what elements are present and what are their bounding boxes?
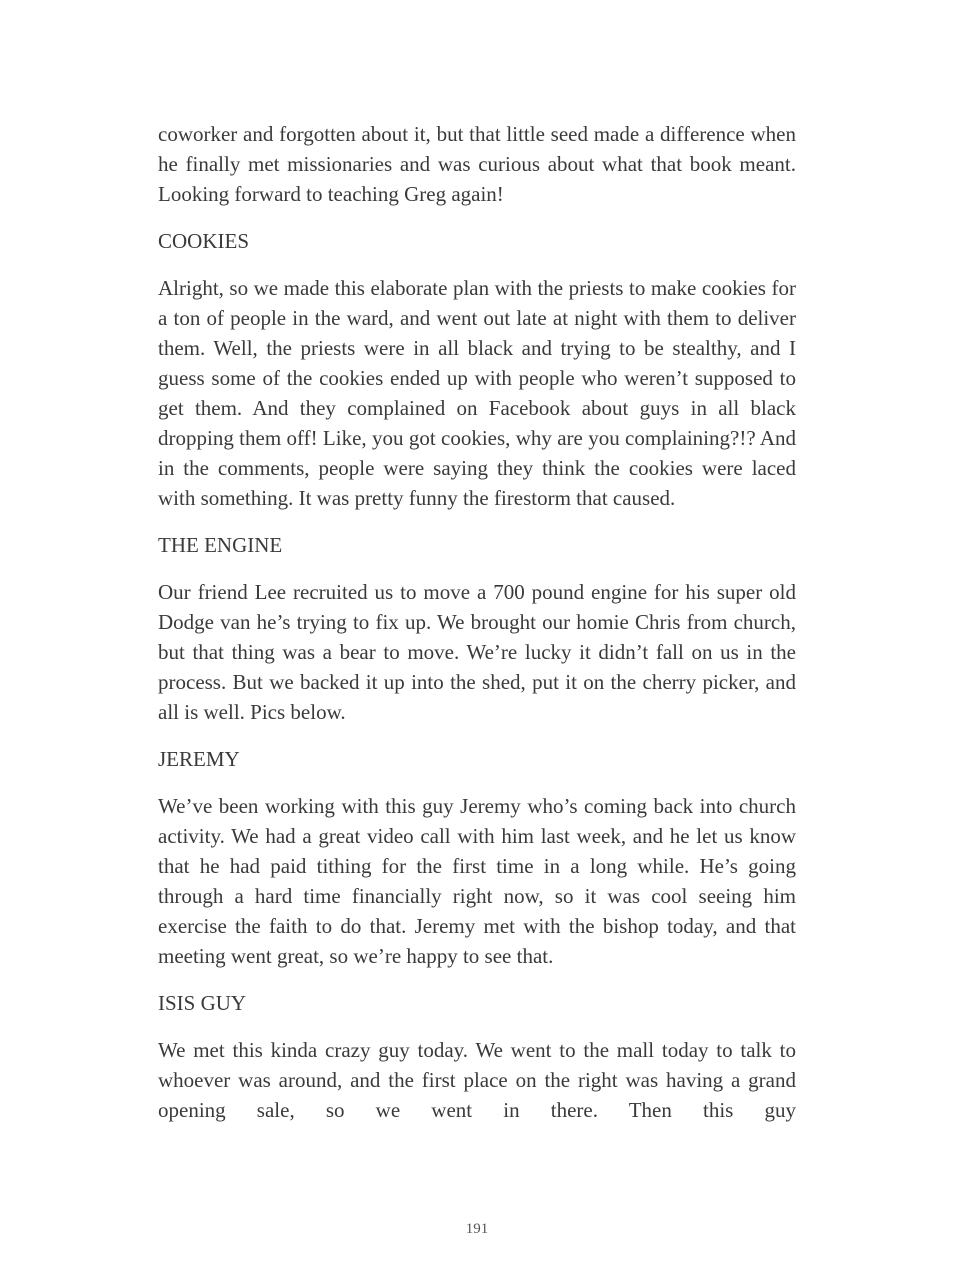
- page-number: 191: [465, 1221, 489, 1237]
- section-paragraph-isis-guy: We met this kinda crazy guy today. We went to the mall today to talk to whoever was around, and the first place on the right was having a grand opening sale, so we went in there. Then this guy: [158, 1038, 796, 1122]
- section-heading-cookies: COOKIES: [158, 229, 250, 253]
- intro-paragraph: coworker and forgotten about it, but that little seed made a difference when he finally met missionaries and was curious about what that book meant. Looking forward to teaching Greg again!: [158, 122, 796, 206]
- section-paragraph-jeremy: We’ve been working with this guy Jeremy who’s coming back into church activity. We had a great video call with him last week, and he let us know that he had paid tithing for the first time in a long while. He’s going through a hard time financially right now, so it was cool seeing him exercise the faith to do that. Jeremy met with the bishop today, and that meeting went great, so we’re happy to see that.: [158, 794, 796, 968]
- section-heading-the-engine: THE ENGINE: [158, 533, 283, 557]
- page-body: [158, 119, 796, 1142]
- section-heading-isis-guy: ISIS GUY: [158, 991, 247, 1015]
- section-paragraph-the-engine: Our friend Lee recruited us to move a 700 pound engine for his super old Dodge van he’s trying to fix up. We brought our homie Chris from church, but that thing was a bear to move. We’re lucky it didn’t fall on us in the process. But we backed it up into the shed, put it on the cherry picker, and all is well. Pics below.: [158, 580, 796, 724]
- section-heading-jeremy: JEREMY: [158, 747, 240, 771]
- section-paragraph-cookies: Alright, so we made this elaborate plan with the priests to make cookies for a ton of people in the ward, and went out late at night with them to deliver them. Well, the priests were in all black and trying to be stealthy, and I guess some of the cookies ended up with people who weren’t supposed to get them. And they complained on Facebook about guys in all black dropping them off! Like, you got cookies, why are you complaining?!? And in the comments, people were saying they think the cookies were laced with something. It was pretty funny the firestorm that caused.: [158, 276, 796, 510]
